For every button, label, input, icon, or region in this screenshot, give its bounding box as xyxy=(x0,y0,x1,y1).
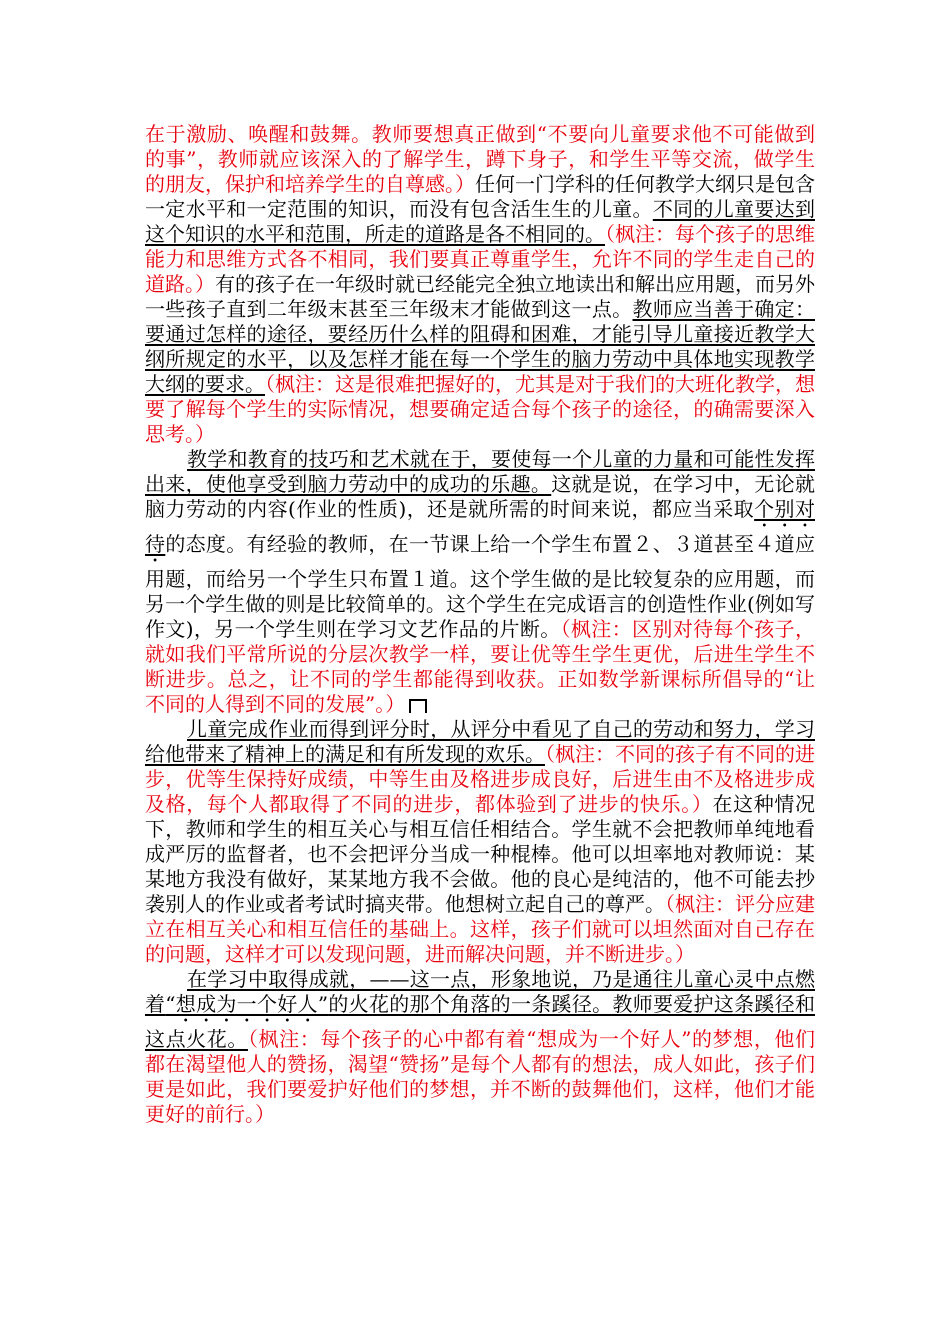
body-text: 在这种情况下，教师和学生的相互关心与相互信任相结合。学生就不会把教师单纯地看成严厉的监督者，也不会把评分当成一种棍棒。他可以坦率地对教师说：某某地方我没有做好，某某地方我不会做。他的良心是纯洁的，他不可能去抄袭别人的作业或者考试时搞夹带。他想树立起自己的尊严。 xyxy=(145,792,815,916)
underlined-text: 在学习中取得成就，——这一点，形象地说，乃是通往儿童心灵中点燃着 xyxy=(145,967,815,1016)
annotation-note: （枫注：每个孩子的心中都有着“想成为一个好人”的梦想，他们都在渴望他人的赞扬，渴望“赞扬”是每个人都有的想法，成人如此，孩子们更是如此，我们要爱护好他们的梦想，并不断的鼓舞他们，这样，他们才能更好的前行。） xyxy=(145,1027,816,1126)
underlined-text: 儿童完成作业而得到评分时，从评分中看见了自己的劳动和努力，学习给他带来了精神上的满足和有所发现的欢乐。 xyxy=(145,717,815,766)
annotation-note: （枫注：评分应建立在相互关心和相互信任的基础上。这样，孩子们就可以坦然面对自己存在的问题，这样才可以发现问题，进而解决问题，并不断进步。） xyxy=(145,892,815,966)
annotation-note: 在于激励、唤醒和鼓舞。教师要想真正做到“不要向儿童要求他不可能做到的事”，教师就应该深入的了解学生，蹲下身子，和学生平等交流，做学生的朋友，保护和培养学生的自尊感。） xyxy=(145,122,815,196)
body-text: 有的孩子在一年级时就已经能完全独立地读出和解出应用题，而另外一些孩子直到二年级末甚至三年级末才能做到这一点。 xyxy=(145,272,815,321)
emphasized-text: 个别对待 xyxy=(145,497,815,556)
body-text: 任何一门学科的任何教学大纲只是包含一定水平和一定范围的知识，而没有包含活生生的儿童。 xyxy=(145,172,815,221)
edit-mark-icon xyxy=(409,699,427,713)
annotation-note: （枫注：区别对待每个孩子，就如我们平常所说的分层次教学一样，要让优等生学生更优，后进生学生不断进步。总之，让不同的学生都能得到收获。正如数学新课标所倡导的“让不同的人得到不同的发展”。） xyxy=(145,617,815,716)
body-text: 这就是说，在学习中，无论就脑力劳动的内容(作业的性质)，还是就所需的时间来说，都应当采取 xyxy=(145,472,815,521)
paragraph-1 xyxy=(145,122,815,447)
document-page xyxy=(145,122,815,1127)
underlined-text: 教学和教育的技巧和艺术就在于，要使每一个儿童的力量和可能性发挥出来，使他享受到脑力劳动中的成功的乐趣。 xyxy=(145,447,815,496)
annotation-note: （枫注：每个孩子的思维能力和思维方式各不相同，我们要真正尊重学生，允许不同的学生走自己的道路。） xyxy=(145,222,815,296)
paragraph-4 xyxy=(145,967,815,1127)
underlined-text: 不同的儿童要达到这个知识的水平和范围，所走的道路是各不相同的。 xyxy=(145,197,815,246)
paragraph-2 xyxy=(145,447,815,717)
emphasized-text: “想成为一个好人” xyxy=(165,992,329,1016)
body-text: 的态度。有经验的教师，在一节课上给一个学生布置２、３道甚至４道应用题，而给另一个学生只布置１道。这个学生做的是比较复杂的应用题，而另一个学生做的则是比较简单的。这个学生在完成语言的创造性作业(例如写作文)，另一个学生则在学习文艺作品的片断。 xyxy=(145,532,815,641)
underlined-text: 的火花的那个角落的一条蹊径。教师要爱护这条蹊径和这点火花。 xyxy=(145,992,816,1051)
paragraph-3 xyxy=(145,717,815,967)
annotation-note: （枫注：这是很难把握好的，尤其是对于我们的大班化教学，想要了解每个学生的实际情况，想要确定适合每个孩子的途径，的确需要深入思考。） xyxy=(145,372,815,446)
underlined-text: 教师应当善于确定：要通过怎样的途径，要经历什么样的阻碍和困难，才能引导儿童接近教学大纲所规定的水平，以及怎样才能在每一个学生的脑力劳动中具体地实现教学大纲的要求。 xyxy=(145,297,815,396)
annotation-note: （枫注：不同的孩子有不同的进步，优等生保持好成绩，中等生由及格进步成良好，后进生由不及格进步成及格，每个人都取得了不同的进步，都体验到了进步的快乐。） xyxy=(145,742,815,816)
